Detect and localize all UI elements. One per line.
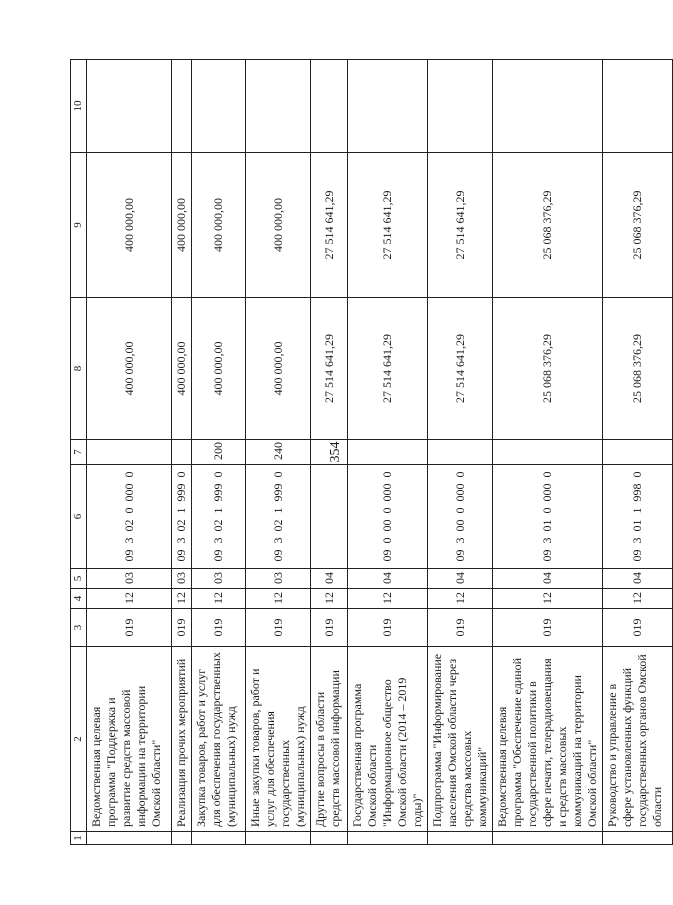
admin-code: 019 bbox=[348, 609, 428, 647]
page-number: 354 bbox=[328, 441, 343, 463]
empty-cell bbox=[428, 832, 493, 845]
expense-type-code bbox=[428, 440, 493, 465]
column-header: 6 bbox=[71, 465, 87, 569]
amount-col8: 400 000,00 bbox=[172, 298, 192, 440]
amount-col9: 25 068 376,29 bbox=[603, 153, 673, 298]
expense-type-code: 240 bbox=[246, 440, 311, 465]
amount-col9: 27 514 641,29 bbox=[311, 153, 348, 298]
amount-col9: 27 514 641,29 bbox=[348, 153, 428, 298]
section-code: 12 bbox=[603, 589, 673, 609]
amount-col8: 27 514 641,29 bbox=[428, 298, 493, 440]
empty-cell bbox=[493, 832, 603, 845]
section-code: 12 bbox=[87, 589, 172, 609]
expense-type-code bbox=[493, 440, 603, 465]
column-header: 2 bbox=[71, 647, 87, 832]
empty-cell bbox=[87, 832, 172, 845]
target-article-code: 09 3 00 0 000 0 bbox=[428, 465, 493, 569]
column-header: 7 bbox=[71, 440, 87, 465]
amount-col10 bbox=[603, 60, 673, 153]
subsection-code: 03 bbox=[246, 569, 311, 589]
table-row bbox=[246, 60, 311, 845]
expense-type-code bbox=[603, 440, 673, 465]
subsection-code: 03 bbox=[192, 569, 246, 589]
subsection-code: 04 bbox=[348, 569, 428, 589]
empty-cell bbox=[311, 832, 348, 845]
amount-col10 bbox=[172, 60, 192, 153]
empty-cell bbox=[348, 832, 428, 845]
table-row bbox=[311, 60, 348, 845]
budget-table bbox=[70, 59, 673, 845]
amount-col8: 27 514 641,29 bbox=[311, 298, 348, 440]
target-article-code: 09 3 02 1 999 0 bbox=[172, 465, 192, 569]
amount-col10 bbox=[87, 60, 172, 153]
table-row bbox=[603, 60, 673, 845]
target-article-code: 09 3 01 1 998 0 bbox=[603, 465, 673, 569]
amount-col8: 400 000,00 bbox=[246, 298, 311, 440]
expense-type-code bbox=[348, 440, 428, 465]
column-header: 4 bbox=[71, 589, 87, 609]
admin-code: 019 bbox=[311, 609, 348, 647]
budget-table-area bbox=[70, 60, 664, 845]
empty-cell bbox=[172, 832, 192, 845]
row-name: Государственная программа Омской области "Информационное общество Омской области (2014 – 2019 годы)" bbox=[348, 647, 428, 832]
subsection-code: 04 bbox=[493, 569, 603, 589]
table-row bbox=[172, 60, 192, 845]
row-name: Иные закупки товаров, работ и услуг для обеспечения государственных (муниципальных) нужд bbox=[246, 647, 311, 832]
section-code: 12 bbox=[428, 589, 493, 609]
admin-code: 019 bbox=[87, 609, 172, 647]
subsection-code: 03 bbox=[172, 569, 192, 589]
expense-type-code bbox=[87, 440, 172, 465]
amount-col8: 400 000,00 bbox=[87, 298, 172, 440]
amount-col8: 27 514 641,29 bbox=[348, 298, 428, 440]
admin-code: 019 bbox=[192, 609, 246, 647]
admin-code: 019 bbox=[493, 609, 603, 647]
amount-col9: 400 000,00 bbox=[87, 153, 172, 298]
subsection-code: 03 bbox=[87, 569, 172, 589]
target-article-code: 09 0 00 0 000 0 bbox=[348, 465, 428, 569]
header-row bbox=[71, 60, 87, 845]
target-article-code bbox=[311, 465, 348, 569]
empty-cell bbox=[246, 832, 311, 845]
table-row bbox=[348, 60, 428, 845]
expense-type-code: 200 bbox=[192, 440, 246, 465]
subsection-code: 04 bbox=[311, 569, 348, 589]
table-row bbox=[428, 60, 493, 845]
column-header: 10 bbox=[71, 60, 87, 153]
amount-col9: 25 068 376,29 bbox=[493, 153, 603, 298]
row-name: Ведомственная целевая программа "Обеспечение единой государственной политики в сфере печати, телерадиовещания и средств массовых коммуникаций на территории Омской области" bbox=[493, 647, 603, 832]
amount-col10 bbox=[311, 60, 348, 153]
table-row bbox=[192, 60, 246, 845]
rotated-table-container bbox=[70, 60, 664, 845]
amount-col10 bbox=[192, 60, 246, 153]
section-code: 12 bbox=[192, 589, 246, 609]
amount-col9: 400 000,00 bbox=[192, 153, 246, 298]
amount-col10 bbox=[428, 60, 493, 153]
row-name: Подпрограмма "Информирование населения Омской области через средства массовых коммуникаций" bbox=[428, 647, 493, 832]
section-code: 12 bbox=[172, 589, 192, 609]
amount-col10 bbox=[348, 60, 428, 153]
table-row bbox=[493, 60, 603, 845]
amount-col9: 27 514 641,29 bbox=[428, 153, 493, 298]
column-header: 9 bbox=[71, 153, 87, 298]
target-article-code: 09 3 02 1 999 0 bbox=[246, 465, 311, 569]
admin-code: 019 bbox=[172, 609, 192, 647]
section-code: 12 bbox=[311, 589, 348, 609]
subsection-code: 04 bbox=[428, 569, 493, 589]
column-header: 1 bbox=[71, 832, 87, 845]
row-name: Ведомственная целевая программа "Поддержка и развитие средств массовой информации на территории Омской области" bbox=[87, 647, 172, 832]
row-name: Руководство и управление в сфере установленных функций государственных органов Омской области bbox=[603, 647, 673, 832]
target-article-code: 09 3 02 1 999 0 bbox=[192, 465, 246, 569]
admin-code: 019 bbox=[246, 609, 311, 647]
amount-col10 bbox=[493, 60, 603, 153]
table-row bbox=[87, 60, 172, 845]
row-name: Реализация прочих мероприятий bbox=[172, 647, 192, 832]
row-name: Другие вопросы в области средств массовой информации bbox=[311, 647, 348, 832]
empty-cell bbox=[603, 832, 673, 845]
section-code: 12 bbox=[348, 589, 428, 609]
admin-code: 019 bbox=[428, 609, 493, 647]
column-header: 5 bbox=[71, 569, 87, 589]
amount-col9: 400 000,00 bbox=[246, 153, 311, 298]
section-code: 12 bbox=[246, 589, 311, 609]
expense-type-code bbox=[311, 440, 348, 465]
target-article-code: 09 3 01 0 000 0 bbox=[493, 465, 603, 569]
subsection-code: 04 bbox=[603, 569, 673, 589]
amount-col8: 400 000,00 bbox=[192, 298, 246, 440]
amount-col10 bbox=[246, 60, 311, 153]
section-code: 12 bbox=[493, 589, 603, 609]
empty-cell bbox=[192, 832, 246, 845]
admin-code: 019 bbox=[603, 609, 673, 647]
column-header: 8 bbox=[71, 298, 87, 440]
amount-col8: 25 068 376,29 bbox=[493, 298, 603, 440]
target-article-code: 09 3 02 0 000 0 bbox=[87, 465, 172, 569]
row-name: Закупка товаров, работ и услуг для обеспечения государственных (муниципальных) нужд bbox=[192, 647, 246, 832]
column-header: 3 bbox=[71, 609, 87, 647]
expense-type-code bbox=[172, 440, 192, 465]
amount-col8: 25 068 376,29 bbox=[603, 298, 673, 440]
amount-col9: 400 000,00 bbox=[172, 153, 192, 298]
